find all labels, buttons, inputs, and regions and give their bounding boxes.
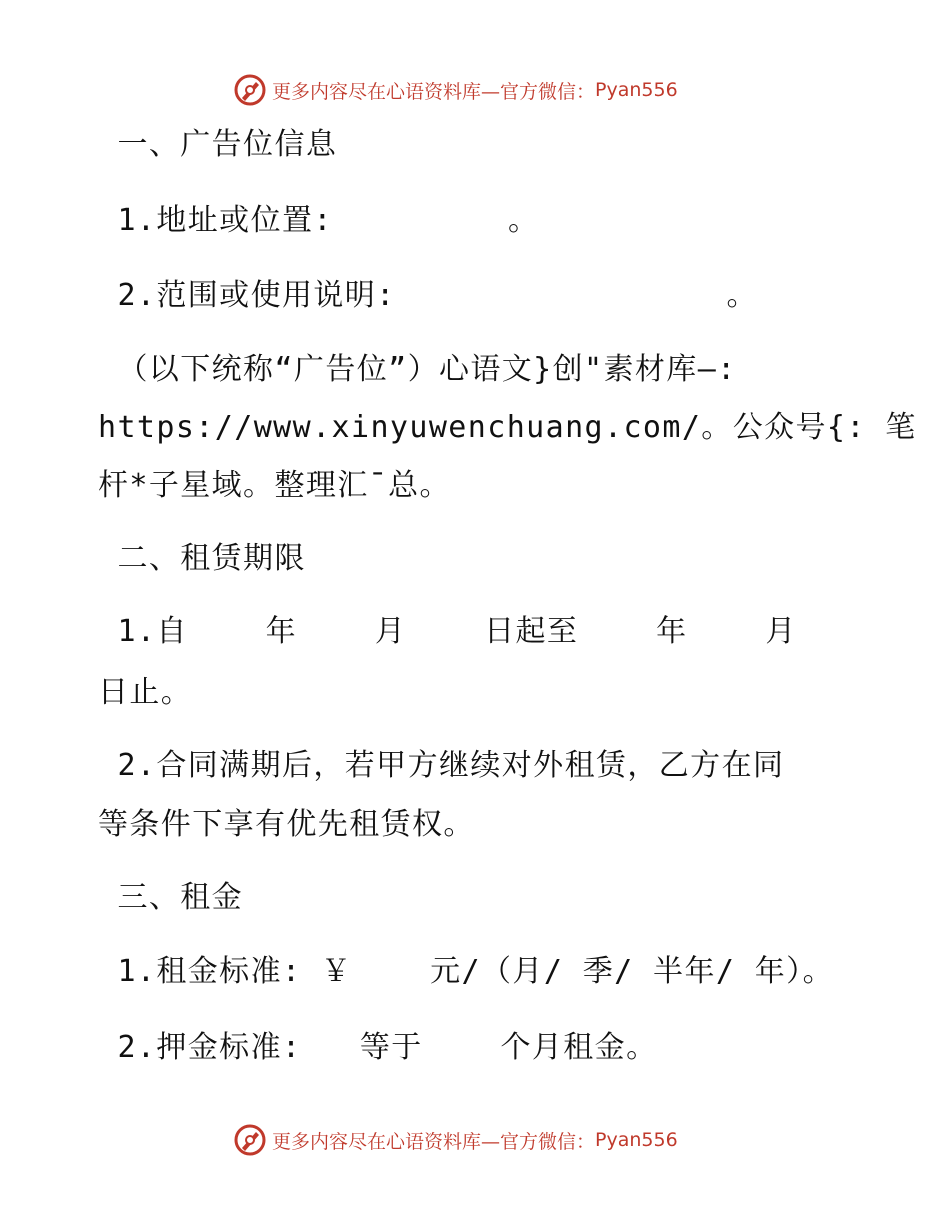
logo-icon: [232, 72, 268, 108]
paragraph-address: 1.地址或位置: 。: [98, 203, 540, 238]
banner-handle: Pyan556: [595, 79, 678, 101]
paragraph-note-line-2: https://www.xinyuwenchuang.com/。公众号{: 笔: [98, 410, 917, 445]
footer-banner: [232, 1120, 678, 1160]
paragraph-note-line-3: 杆*子星域。整理汇¯总。: [98, 468, 451, 503]
logo-icon: [232, 1122, 268, 1158]
paragraph-term-line-1: 1.自 年 月 日起至 年 月: [98, 614, 797, 649]
banner-text: 更多内容尽在心语资料库—官方微信：: [272, 1130, 596, 1153]
paragraph-renewal-line-1: 2.合同满期后，若甲方继续对外租赁，乙方在同: [98, 748, 785, 783]
banner-text: 更多内容尽在心语资料库—官方微信：: [272, 80, 596, 103]
banner-handle: Pyan556: [595, 1129, 678, 1151]
section-heading-ad-info: 一、广告位信息: [98, 127, 338, 162]
section-heading-lease-term: 二、租赁期限: [98, 541, 306, 576]
paragraph-note-line-1: （以下统称“广告位”）心语文}创"素材库—:: [98, 352, 737, 387]
header-banner: [232, 70, 678, 110]
paragraph-scope: 2.范围或使用说明: 。: [98, 278, 758, 313]
section-heading-rent: 三、租金: [98, 880, 244, 915]
paragraph-deposit-standard: 2.押金标准: 等于 个月租金。: [98, 1030, 658, 1065]
paragraph-rent-standard: 1.租金标准: ￥ 元/（月/ 季/ 半年/ 年）。: [98, 954, 834, 989]
paragraph-term-line-2: 日止。: [98, 675, 193, 710]
paragraph-renewal-line-2: 等条件下享有优先租赁权。: [98, 807, 475, 842]
